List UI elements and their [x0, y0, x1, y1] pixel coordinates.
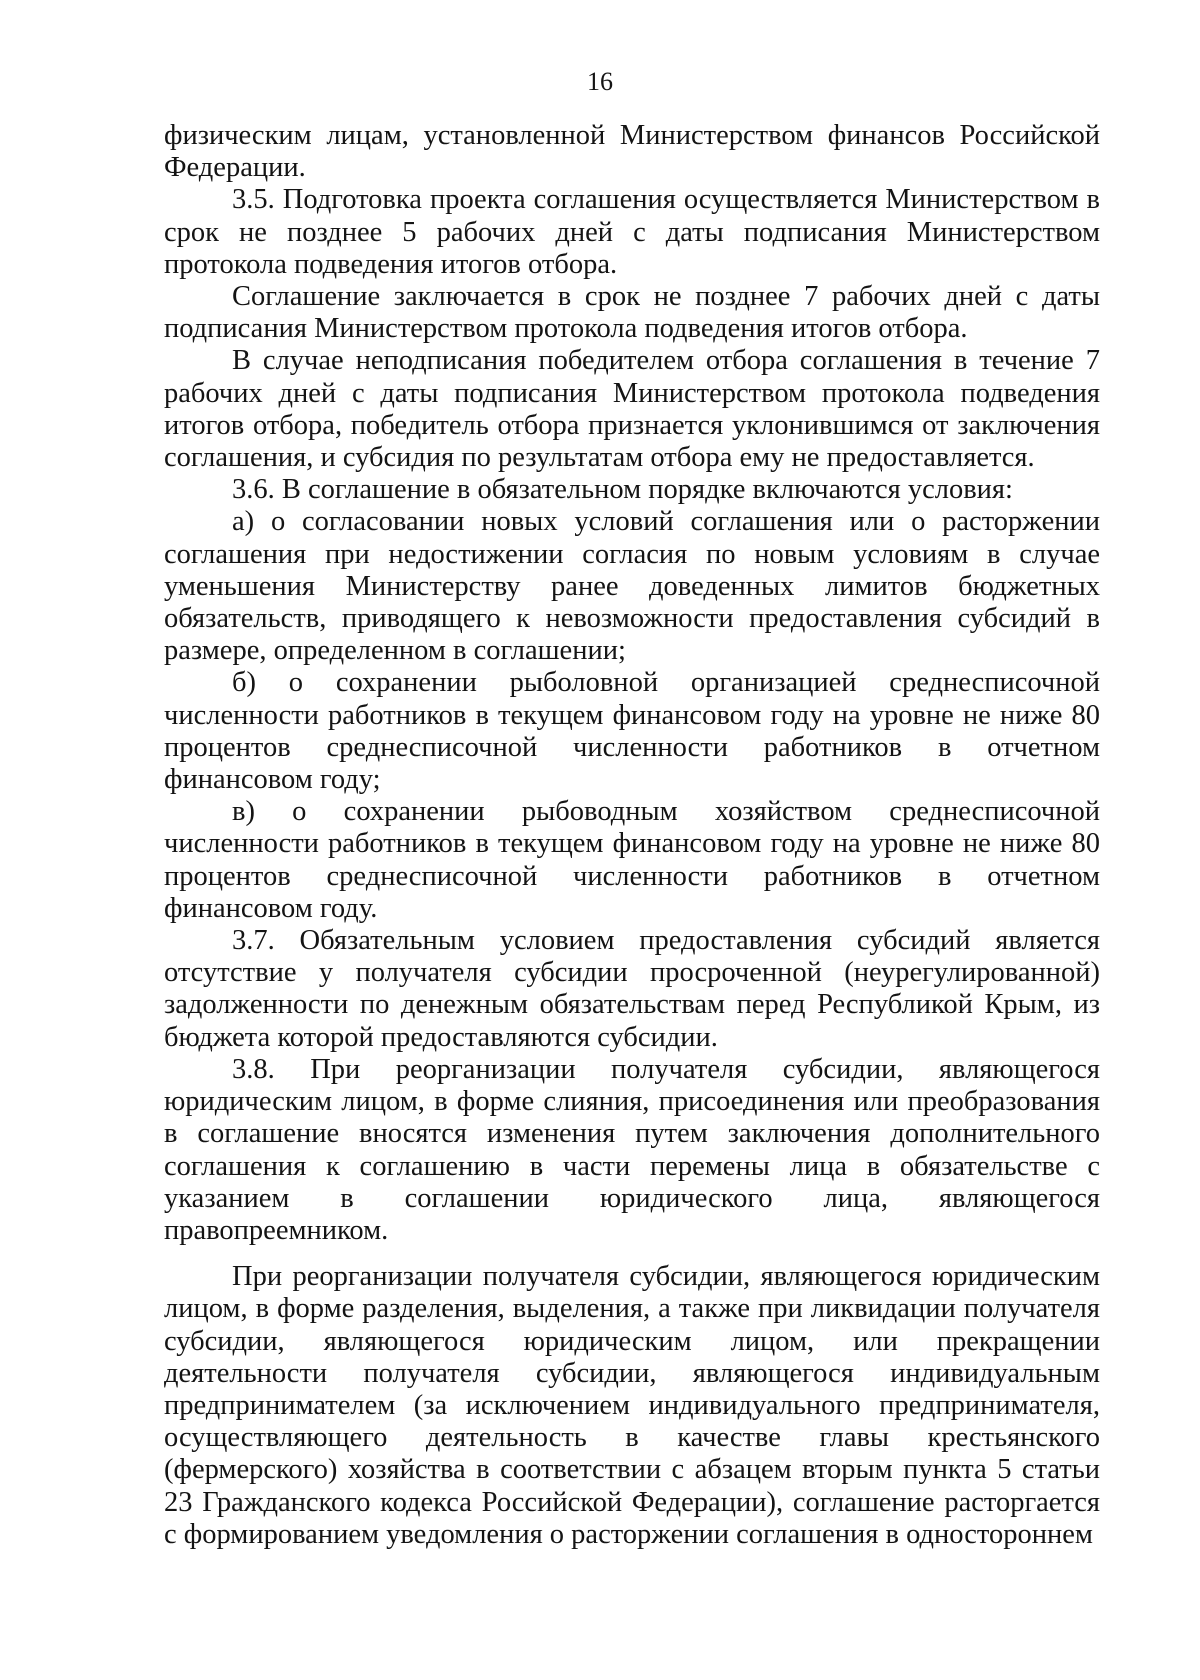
paragraph-3-8: 3.8. При реорганизации получателя субсидии, являющегося юридическим лицом, в форме слияния, присоединения или преобразования в соглашение вносятся изменения путем заключения дополнительного соглашения к соглашению в части перемены лица в обязательстве с указанием в соглашении юридического лица, являющегося правопреемником. — [164, 1053, 1100, 1246]
paragraph-non-signing: В случае неподписания победителем отбора соглашения в течение 7 рабочих дней с даты подписания Министерством протокола подведения итогов отбора, победитель отбора признается уклонившимся от заключения соглашения, и субсидия по результатам отбора ему не предоставляется. — [164, 345, 1100, 474]
page-number: 16 — [587, 67, 613, 96]
paragraph-3-5: 3.5. Подготовка проекта соглашения осуществляется Министерством в срок не позднее 5 рабочих дней с даты подписания Министерством протокола подведения итогов отбора. — [164, 184, 1100, 280]
paragraph-3-6: 3.6. В соглашение в обязательном порядке включаются условия: — [232, 474, 1013, 506]
paragraph-3-7: 3.7. Обязательным условием предоставления субсидий является отсутствие у получателя субсидии просроченной (неурегулированной) задолженности по денежным обязательствам перед Республикой Крым, из бюджета которой предоставляются субсидии. — [164, 925, 1100, 1053]
paragraph-3-6-a: а) о согласовании новых условий соглашения или о расторжении соглашения при недостижении согласия по новым условиям в случае уменьшения Министерству ранее доведенных лимитов бюджетных обязательств, приводящего к невозможности предоставления субсидий в размере, определенном в соглашении; — [164, 506, 1100, 667]
paragraph-3-6-b: б) о сохранении рыболовной организацией среднесписочной численности работников в текущем финансовом году на уровне не ниже 80 процентов среднесписочной численности работников в отчетном финансовом году; — [164, 667, 1100, 796]
paragraph-3-6-v: в) о сохранении рыбоводным хозяйством среднесписочной численности работников в текущем финансовом году на уровне не ниже 80 процентов среднесписочной численности работников в отчетном финансовом году. — [164, 796, 1100, 924]
paragraph-continuation: физическим лицам, установленной Министерством финансов Российской Федерации. — [164, 120, 1100, 184]
paragraph-agreement-term: Соглашение заключается в срок не позднее 7 рабочих дней с даты подписания Министерством протокола подведения итогов отбора. — [164, 281, 1100, 345]
paragraph-reorganization: При реорганизации получателя субсидии, являющегося юридическим лицом, в форме разделения, выделения, а также при ликвидации получателя субсидии, являющегося юридическим лицом, или прекращении деятельности получателя субсидии, являющегося индивидуальным предпринимателем (за исключением индивидуального предпринимателя, осуществляющего деятельность в качестве главы крестьянского (фермерского) хозяйства в соответствии с абзацем вторым пункта 5 статьи 23 Гражданского кодекса Российской Федерации), соглашение расторгается с формированием уведомления о расторжении соглашения в одностороннем — [164, 1261, 1100, 1550]
document-body — [164, 120, 1100, 1551]
